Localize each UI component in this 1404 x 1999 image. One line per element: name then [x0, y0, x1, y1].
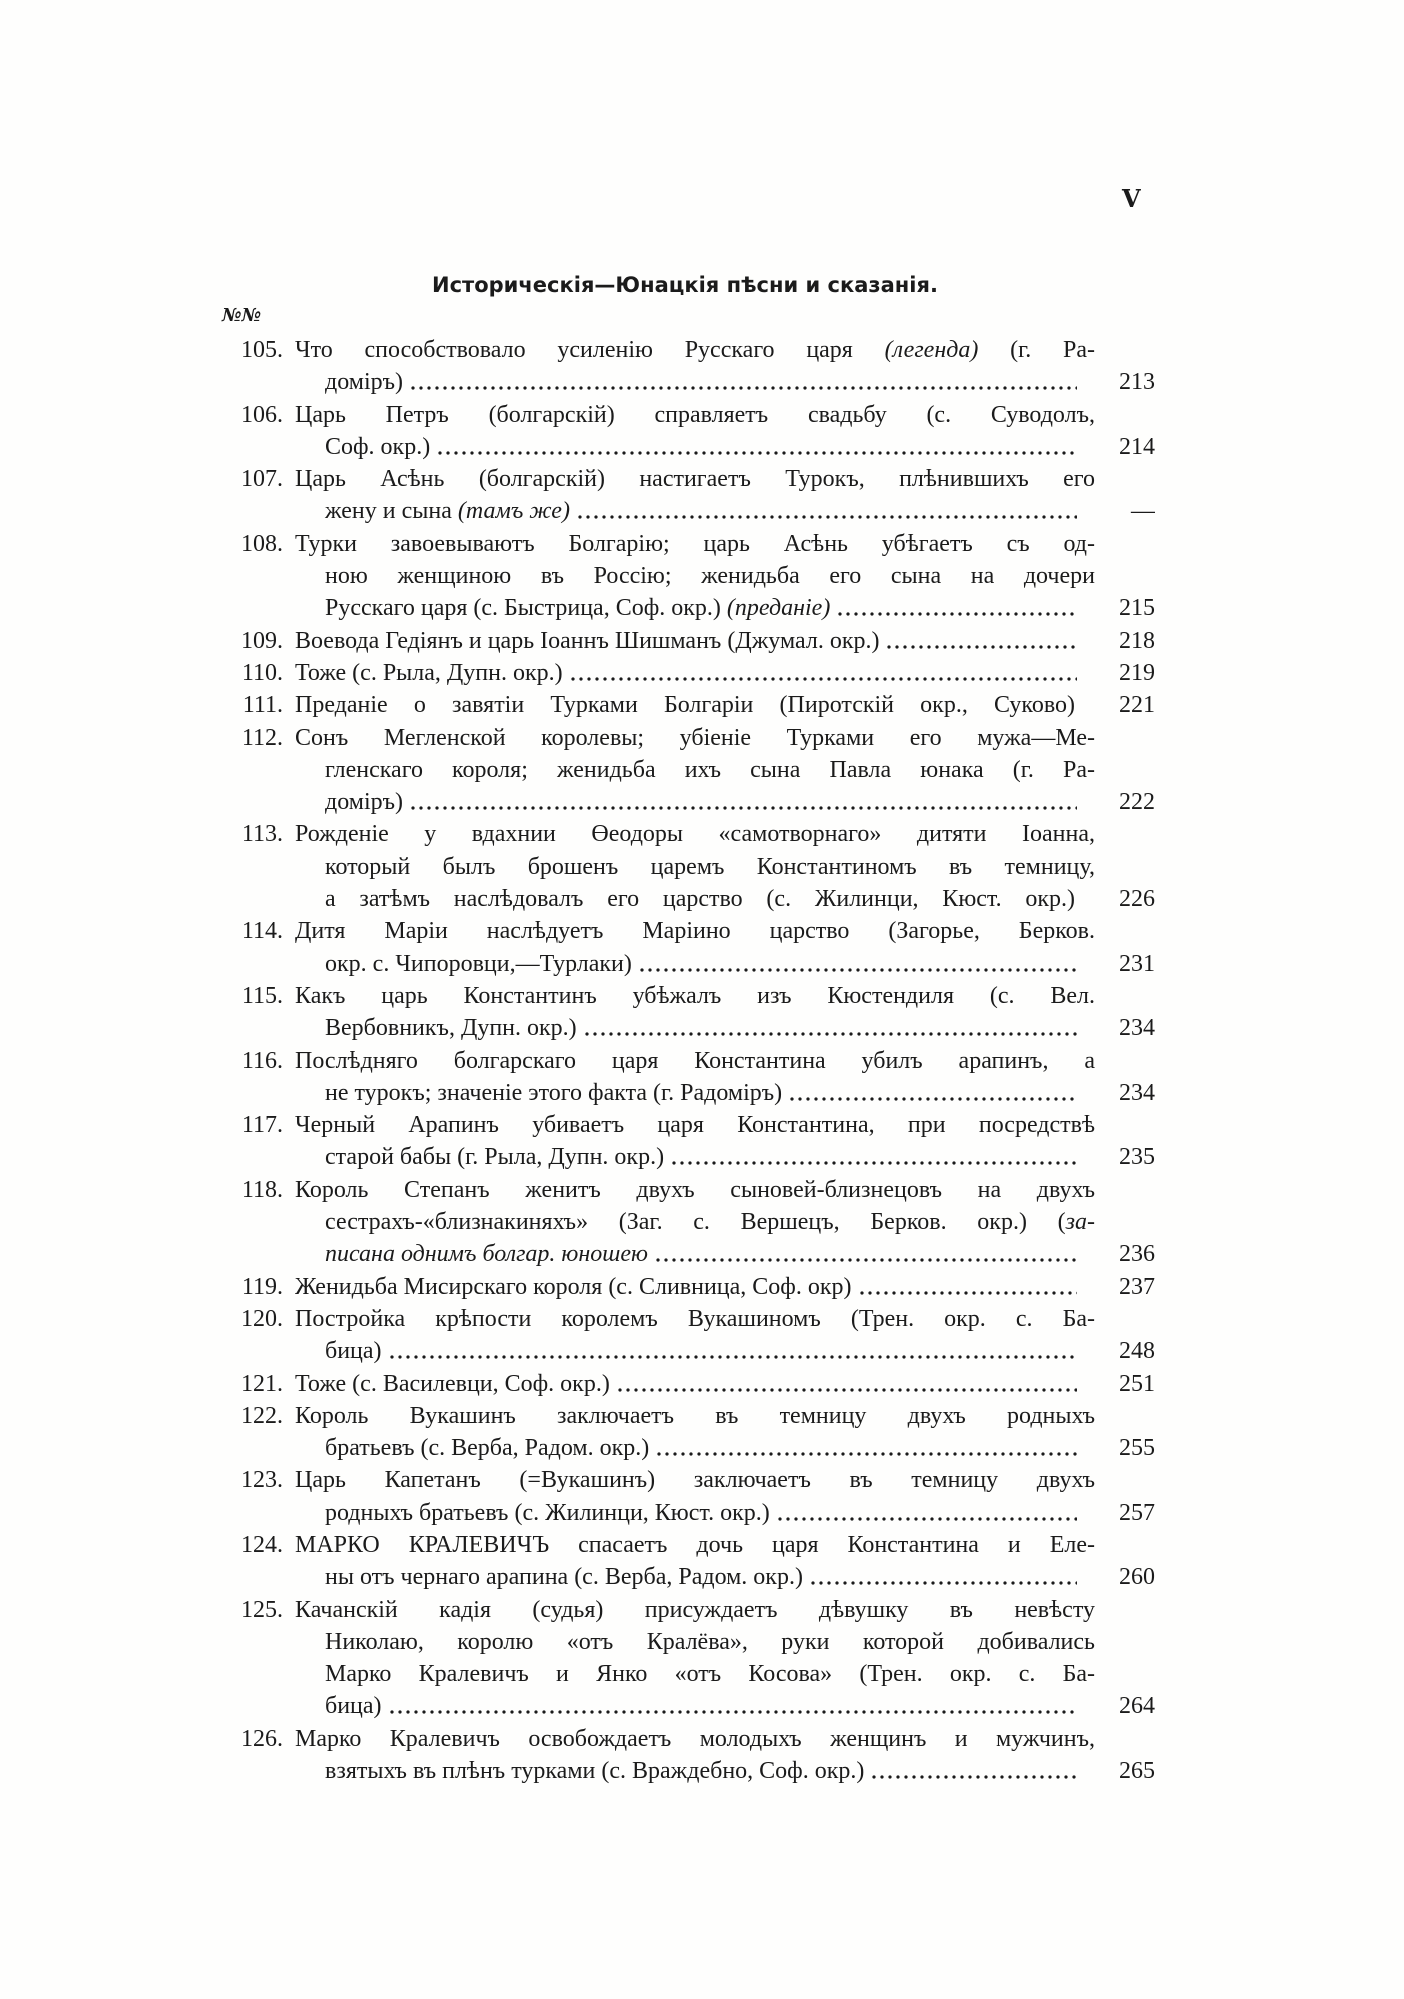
entry-line — [295, 883, 1155, 915]
entry-number: 109. — [241, 627, 283, 654]
text-segment: Преданіе о завятіи Турками Болгаріи (Пиротскій окр., Суково) — [295, 692, 1075, 719]
text-segment: Царь Капетанъ (=Вукашинъ) заключаетъ въ темницу двухъ — [295, 1467, 1095, 1494]
text-segment: гленскаго короля; женидьба ихъ сына Павла юнака (г. Ра- — [325, 756, 1095, 783]
entry-line — [295, 1658, 1155, 1690]
contents-entry — [215, 625, 1155, 657]
dot-leader — [407, 366, 1077, 398]
contents-entry — [215, 399, 1155, 464]
numbers-column-label: №№ — [222, 305, 262, 326]
entry-text — [295, 625, 1155, 657]
dot-leader — [668, 1141, 1077, 1173]
page-reference: 264 — [1119, 1693, 1155, 1720]
entry-line — [295, 1271, 1155, 1303]
contents-entry — [215, 528, 1155, 625]
line-text — [325, 1012, 577, 1044]
entry-line — [295, 592, 1155, 624]
entry-line — [295, 948, 1155, 980]
text-segment: Качанскій кадія (судья) присуждаетъ дѣвушку въ невѣсту — [295, 1596, 1095, 1623]
contents-entry — [215, 722, 1155, 819]
entry-text — [295, 463, 1155, 528]
entry-text — [295, 915, 1155, 980]
dot-leader — [774, 1497, 1077, 1529]
entry-text — [295, 657, 1155, 689]
text-segment: сестрахъ-«близнакиняхъ» (Заг. с. Вершецъ, Берков. окр.) ( — [325, 1209, 1066, 1236]
entry-number: 107. — [241, 466, 283, 493]
dot-leader — [567, 657, 1077, 689]
line-text — [295, 689, 1075, 721]
italic-text: (преданіе) — [726, 595, 831, 622]
page-reference: 251 — [1119, 1370, 1155, 1397]
line-text — [325, 948, 632, 980]
entry-number: 108. — [241, 530, 283, 557]
dot-leader — [786, 1077, 1077, 1109]
entry-number: 126. — [241, 1725, 283, 1752]
dot-leader — [386, 1335, 1077, 1367]
entry-line — [295, 1206, 1155, 1238]
page-reference: 219 — [1119, 659, 1155, 686]
entry-number: 123. — [241, 1467, 283, 1494]
entry-line — [295, 1109, 1155, 1141]
entry-text — [295, 528, 1155, 625]
entry-line — [295, 722, 1155, 754]
text-segment: Рожденіе у вдахнии Өеодоры «самотворнаго» дитяти Іоанна, — [295, 821, 1095, 848]
entry-text — [295, 1594, 1155, 1723]
line-text — [325, 366, 403, 398]
line-text — [295, 1594, 1095, 1626]
entry-line — [295, 786, 1155, 818]
line-text — [295, 1529, 1095, 1561]
entry-line — [295, 754, 1155, 786]
entry-number: 114. — [241, 918, 283, 945]
text-segment: Русскаго царя (с. Быстрица, Соф. окр.) — [325, 595, 727, 622]
page-reference: 215 — [1119, 595, 1155, 622]
text-segment: который былъ брошенъ царемъ Константиномъ въ темницу, — [325, 853, 1095, 880]
line-text — [325, 1432, 649, 1464]
text-segment: МАРКО КРАЛЕВИЧЪ спасаетъ дочь царя Константина и Еле- — [295, 1531, 1095, 1558]
entry-number: 121. — [241, 1370, 283, 1397]
text-segment: Послѣдняго болгарскаго царя Константина убилъ арапинъ, а — [295, 1047, 1095, 1074]
text-segment: жену и сына — [325, 498, 458, 525]
entry-text — [295, 722, 1155, 819]
text-segment: Тоже (с. Рыла, Дупн. окр.) — [295, 659, 563, 686]
entry-line — [295, 818, 1155, 850]
dot-leader — [434, 431, 1077, 463]
contents-entry — [215, 1400, 1155, 1465]
contents-list — [215, 334, 1155, 1787]
page-reference: 235 — [1119, 1144, 1155, 1171]
entry-number: 116. — [241, 1047, 283, 1074]
line-text — [325, 786, 403, 818]
entry-line — [295, 1238, 1155, 1270]
entry-text — [295, 980, 1155, 1045]
entry-number: 111. — [242, 692, 283, 719]
line-text — [295, 1045, 1095, 1077]
contents-entry — [215, 1529, 1155, 1594]
contents-entry — [215, 1271, 1155, 1303]
text-segment: Сонъ Мегленской королевы; убіеніе Турками его мужа—Ме- — [295, 724, 1095, 751]
contents-entry — [215, 689, 1155, 721]
text-segment: Соф. окр.) — [325, 433, 431, 460]
entry-number: 110. — [241, 659, 283, 686]
contents-entry — [215, 1174, 1155, 1271]
text-segment: братьевъ (с. Верба, Радом. окр.) — [325, 1435, 650, 1462]
line-text — [325, 1626, 1095, 1658]
entry-number: 118. — [241, 1176, 283, 1203]
line-text — [295, 1174, 1095, 1206]
text-segment: Николаю, королю «отъ Кралёва», руки которой добивались — [325, 1628, 1095, 1655]
contents-entry — [215, 1723, 1155, 1788]
line-text — [325, 560, 1095, 592]
entry-text — [295, 399, 1155, 464]
line-text — [325, 1561, 803, 1593]
line-text — [325, 754, 1095, 786]
italic-text: (легенда) — [884, 337, 979, 363]
entry-number: 122. — [241, 1402, 283, 1429]
line-text — [295, 722, 1095, 754]
contents-entry — [215, 657, 1155, 689]
entry-number: 125. — [241, 1596, 283, 1623]
entry-text — [295, 1723, 1155, 1788]
entry-number: 119. — [241, 1273, 283, 1300]
line-text — [295, 1303, 1095, 1335]
text-segment: старой бабы (г. Рыла, Дупн. окр.) — [325, 1144, 665, 1171]
line-text — [325, 495, 570, 527]
entry-number: 106. — [241, 401, 283, 428]
text-segment: а затѣмъ наслѣдовалъ его царство (с. Жилинци, Кюст. окр.) — [325, 886, 1075, 913]
entry-line — [295, 1723, 1155, 1755]
entry-line — [295, 1141, 1155, 1173]
page-reference: 218 — [1119, 627, 1155, 654]
dot-leader — [581, 1012, 1077, 1044]
dot-leader — [636, 948, 1077, 980]
contents-entry — [215, 980, 1155, 1045]
line-text — [295, 1400, 1095, 1432]
entry-text — [295, 689, 1155, 721]
entry-line — [295, 560, 1155, 592]
contents-entry — [215, 818, 1155, 915]
entry-text — [295, 1464, 1155, 1529]
text-segment: Дитя Маріи наслѣдуетъ Маріино царство (Загорье, Берков. — [295, 918, 1095, 945]
entry-line — [295, 1400, 1155, 1432]
line-text — [295, 1368, 610, 1400]
page-reference: 221 — [1119, 692, 1155, 719]
entry-line — [295, 625, 1155, 657]
entry-number: 124. — [241, 1531, 283, 1558]
entry-line — [295, 528, 1155, 560]
page-reference: 222 — [1119, 789, 1155, 816]
text-segment: Черный Арапинъ убиваетъ царя Константина, при посредствѣ — [295, 1112, 1095, 1139]
entry-number: 105. — [241, 337, 283, 363]
contents-entry — [215, 1109, 1155, 1174]
page-reference: 255 — [1119, 1435, 1155, 1462]
entry-line — [295, 1561, 1155, 1593]
dot-leader — [834, 592, 1077, 624]
dot-leader — [574, 495, 1077, 527]
contents-entry — [215, 1594, 1155, 1723]
entry-number: 112. — [241, 724, 283, 751]
entry-text — [295, 1045, 1155, 1110]
entry-line — [295, 851, 1155, 883]
text-segment: Царь Асѣнь (болгарскій) настигаетъ Турокъ, плѣнившихъ его — [295, 466, 1095, 493]
entry-line — [295, 1464, 1155, 1496]
entry-line — [295, 366, 1155, 398]
line-text — [295, 1464, 1095, 1496]
entry-line — [295, 495, 1155, 527]
entry-text — [295, 1529, 1155, 1594]
dot-leader — [883, 625, 1077, 657]
dot-leader — [868, 1755, 1077, 1787]
line-text — [295, 915, 1095, 947]
text-segment: доміръ) — [325, 369, 404, 396]
dot-leader — [386, 1690, 1077, 1722]
entry-text — [295, 1368, 1155, 1400]
entry-line — [295, 1594, 1155, 1626]
line-text — [295, 1271, 852, 1303]
entry-line — [295, 1077, 1155, 1109]
text-segment: Постройка крѣпости королемъ Вукашиномъ (Трен. окр. с. Ба- — [295, 1305, 1095, 1332]
entry-line — [295, 1755, 1155, 1787]
text-segment: Вербовникъ, Дупн. окр.) — [325, 1015, 577, 1042]
text-segment: Король Вукашинъ заключаетъ въ темницу двухъ родныхъ — [295, 1402, 1095, 1429]
contents-entry — [215, 915, 1155, 980]
text-segment: Тоже (с. Василевци, Соф. окр.) — [295, 1370, 610, 1397]
dot-leader — [407, 786, 1077, 818]
line-text — [295, 334, 1095, 366]
line-text — [325, 1206, 1095, 1238]
entry-line — [295, 431, 1155, 463]
dot-leader — [614, 1368, 1077, 1400]
page-reference: 260 — [1119, 1564, 1155, 1591]
page-reference: — — [1131, 498, 1155, 525]
line-text — [325, 1141, 664, 1173]
line-text — [325, 1690, 382, 1722]
entry-number: 113. — [241, 821, 283, 848]
dot-leader — [807, 1561, 1077, 1593]
line-text — [295, 399, 1095, 431]
text-segment: Турки завоевываютъ Болгарію; царь Асѣнь убѣгаетъ съ од- — [295, 530, 1095, 557]
text-segment: Воевода Гедіянъ и царь Іоаннъ Шишманъ (Джумал. окр.) — [295, 627, 880, 654]
page-reference: 265 — [1119, 1758, 1155, 1785]
page-reference: 248 — [1119, 1338, 1155, 1365]
line-text — [295, 463, 1095, 495]
entry-line — [295, 399, 1155, 431]
entry-number: 117. — [241, 1112, 283, 1139]
italic-text: (тамъ же) — [457, 498, 570, 525]
dot-leader — [652, 1238, 1077, 1270]
entry-line — [295, 1626, 1155, 1658]
text-segment: доміръ) — [325, 789, 404, 816]
entry-line — [295, 1690, 1155, 1722]
entry-line — [295, 1012, 1155, 1044]
entry-line — [295, 1045, 1155, 1077]
entry-line — [295, 1368, 1155, 1400]
entry-line — [295, 657, 1155, 689]
page-reference: 237 — [1119, 1273, 1155, 1300]
page-reference: 236 — [1119, 1241, 1155, 1268]
entry-line — [295, 1174, 1155, 1206]
text-segment: Марко Кралевичъ освобождаетъ молодыхъ женщинъ и мужчинъ, — [295, 1725, 1095, 1752]
entry-number: 120. — [241, 1305, 283, 1332]
entry-text — [295, 1174, 1155, 1271]
line-text — [295, 657, 563, 689]
text-segment: родныхъ братьевъ (с. Жилинци, Кюст. окр.) — [325, 1499, 770, 1526]
line-text — [325, 1238, 648, 1270]
entry-line — [295, 1432, 1155, 1464]
entry-line — [295, 334, 1155, 366]
dot-leader — [856, 1271, 1077, 1303]
text-segment: Какъ царь Константинъ убѣжалъ изъ Кюстендиля (с. Вел. — [295, 982, 1095, 1009]
page-reference: 214 — [1119, 433, 1155, 460]
line-text — [325, 1497, 770, 1529]
contents-entry — [215, 1368, 1155, 1400]
entry-text — [295, 1400, 1155, 1465]
text-segment: взятыхъ въ плѣнъ турками (с. Враждебно, Соф. окр.) — [325, 1758, 865, 1785]
entry-line — [295, 1529, 1155, 1561]
line-text — [325, 592, 830, 624]
text-segment: бица) — [325, 1693, 382, 1720]
line-text — [295, 528, 1095, 560]
text-segment: ны отъ чернаго арапина (с. Верба, Радом. окр.) — [325, 1564, 803, 1591]
line-text — [325, 431, 430, 463]
entry-line — [295, 915, 1155, 947]
italic-text: писана однимъ болгар. юношею — [325, 1241, 648, 1268]
section-heading: Историческія—Юнацкія пѣсни и сказанія. — [432, 273, 938, 297]
entry-line — [295, 1335, 1155, 1367]
entry-line — [295, 689, 1155, 721]
text-segment: ною женщиною въ Россію; женидьба его сына на дочери — [325, 563, 1095, 590]
text-segment: окр. с. Чипоровци,—Турлаки) — [325, 950, 632, 977]
text-segment: Женидьба Мисирскаго короля (с. Сливница, Соф. окр) — [295, 1273, 852, 1300]
page-reference: 257 — [1119, 1499, 1155, 1526]
line-text — [325, 1335, 382, 1367]
line-text — [295, 625, 879, 657]
page-reference: 234 — [1119, 1079, 1155, 1106]
entry-line — [295, 463, 1155, 495]
page-reference: 226 — [1119, 886, 1155, 913]
text-segment: Что способствовало усиленію Русскаго царя — [295, 337, 885, 363]
text-segment: не турокъ; значеніе этого факта (г. Радоміръ) — [325, 1079, 783, 1106]
line-text — [325, 1077, 782, 1109]
entry-text — [295, 334, 1155, 399]
text-segment: Царь Петръ (болгарскій) справляетъ свадьбу (с. Суводолъ, — [295, 401, 1095, 428]
entry-text — [295, 1303, 1155, 1368]
entry-line — [295, 1497, 1155, 1529]
line-text — [295, 818, 1095, 850]
line-text — [295, 980, 1095, 1012]
entry-line — [295, 1303, 1155, 1335]
contents-entry — [215, 1464, 1155, 1529]
contents-entry — [215, 1303, 1155, 1368]
entry-line — [295, 980, 1155, 1012]
page-number: V — [1122, 184, 1141, 213]
contents-entry — [215, 463, 1155, 528]
page-reference: 234 — [1119, 1015, 1155, 1042]
line-text — [295, 1109, 1095, 1141]
entry-text — [295, 818, 1155, 915]
line-text — [325, 883, 1075, 915]
entry-text — [295, 1109, 1155, 1174]
entry-text — [295, 1271, 1155, 1303]
dot-leader — [653, 1432, 1077, 1464]
line-text — [325, 851, 1095, 883]
text-segment: бица) — [325, 1338, 382, 1365]
line-text — [295, 1723, 1095, 1755]
entry-number: 115. — [241, 982, 283, 1009]
italic-text: за- — [1065, 1209, 1095, 1236]
text-segment: Король Степанъ женитъ двухъ сыновей-близнецовъ на двухъ — [295, 1176, 1095, 1203]
line-text — [325, 1658, 1095, 1690]
text-segment: (г. Ра- — [978, 337, 1096, 363]
text-segment: Марко Кралевичъ и Янко «отъ Косова» (Трен. окр. с. Ба- — [325, 1661, 1095, 1688]
line-text — [325, 1755, 864, 1787]
contents-entry — [215, 1045, 1155, 1110]
contents-entry — [215, 334, 1155, 399]
page-reference: 231 — [1119, 950, 1155, 977]
page-reference: 213 — [1119, 369, 1155, 396]
